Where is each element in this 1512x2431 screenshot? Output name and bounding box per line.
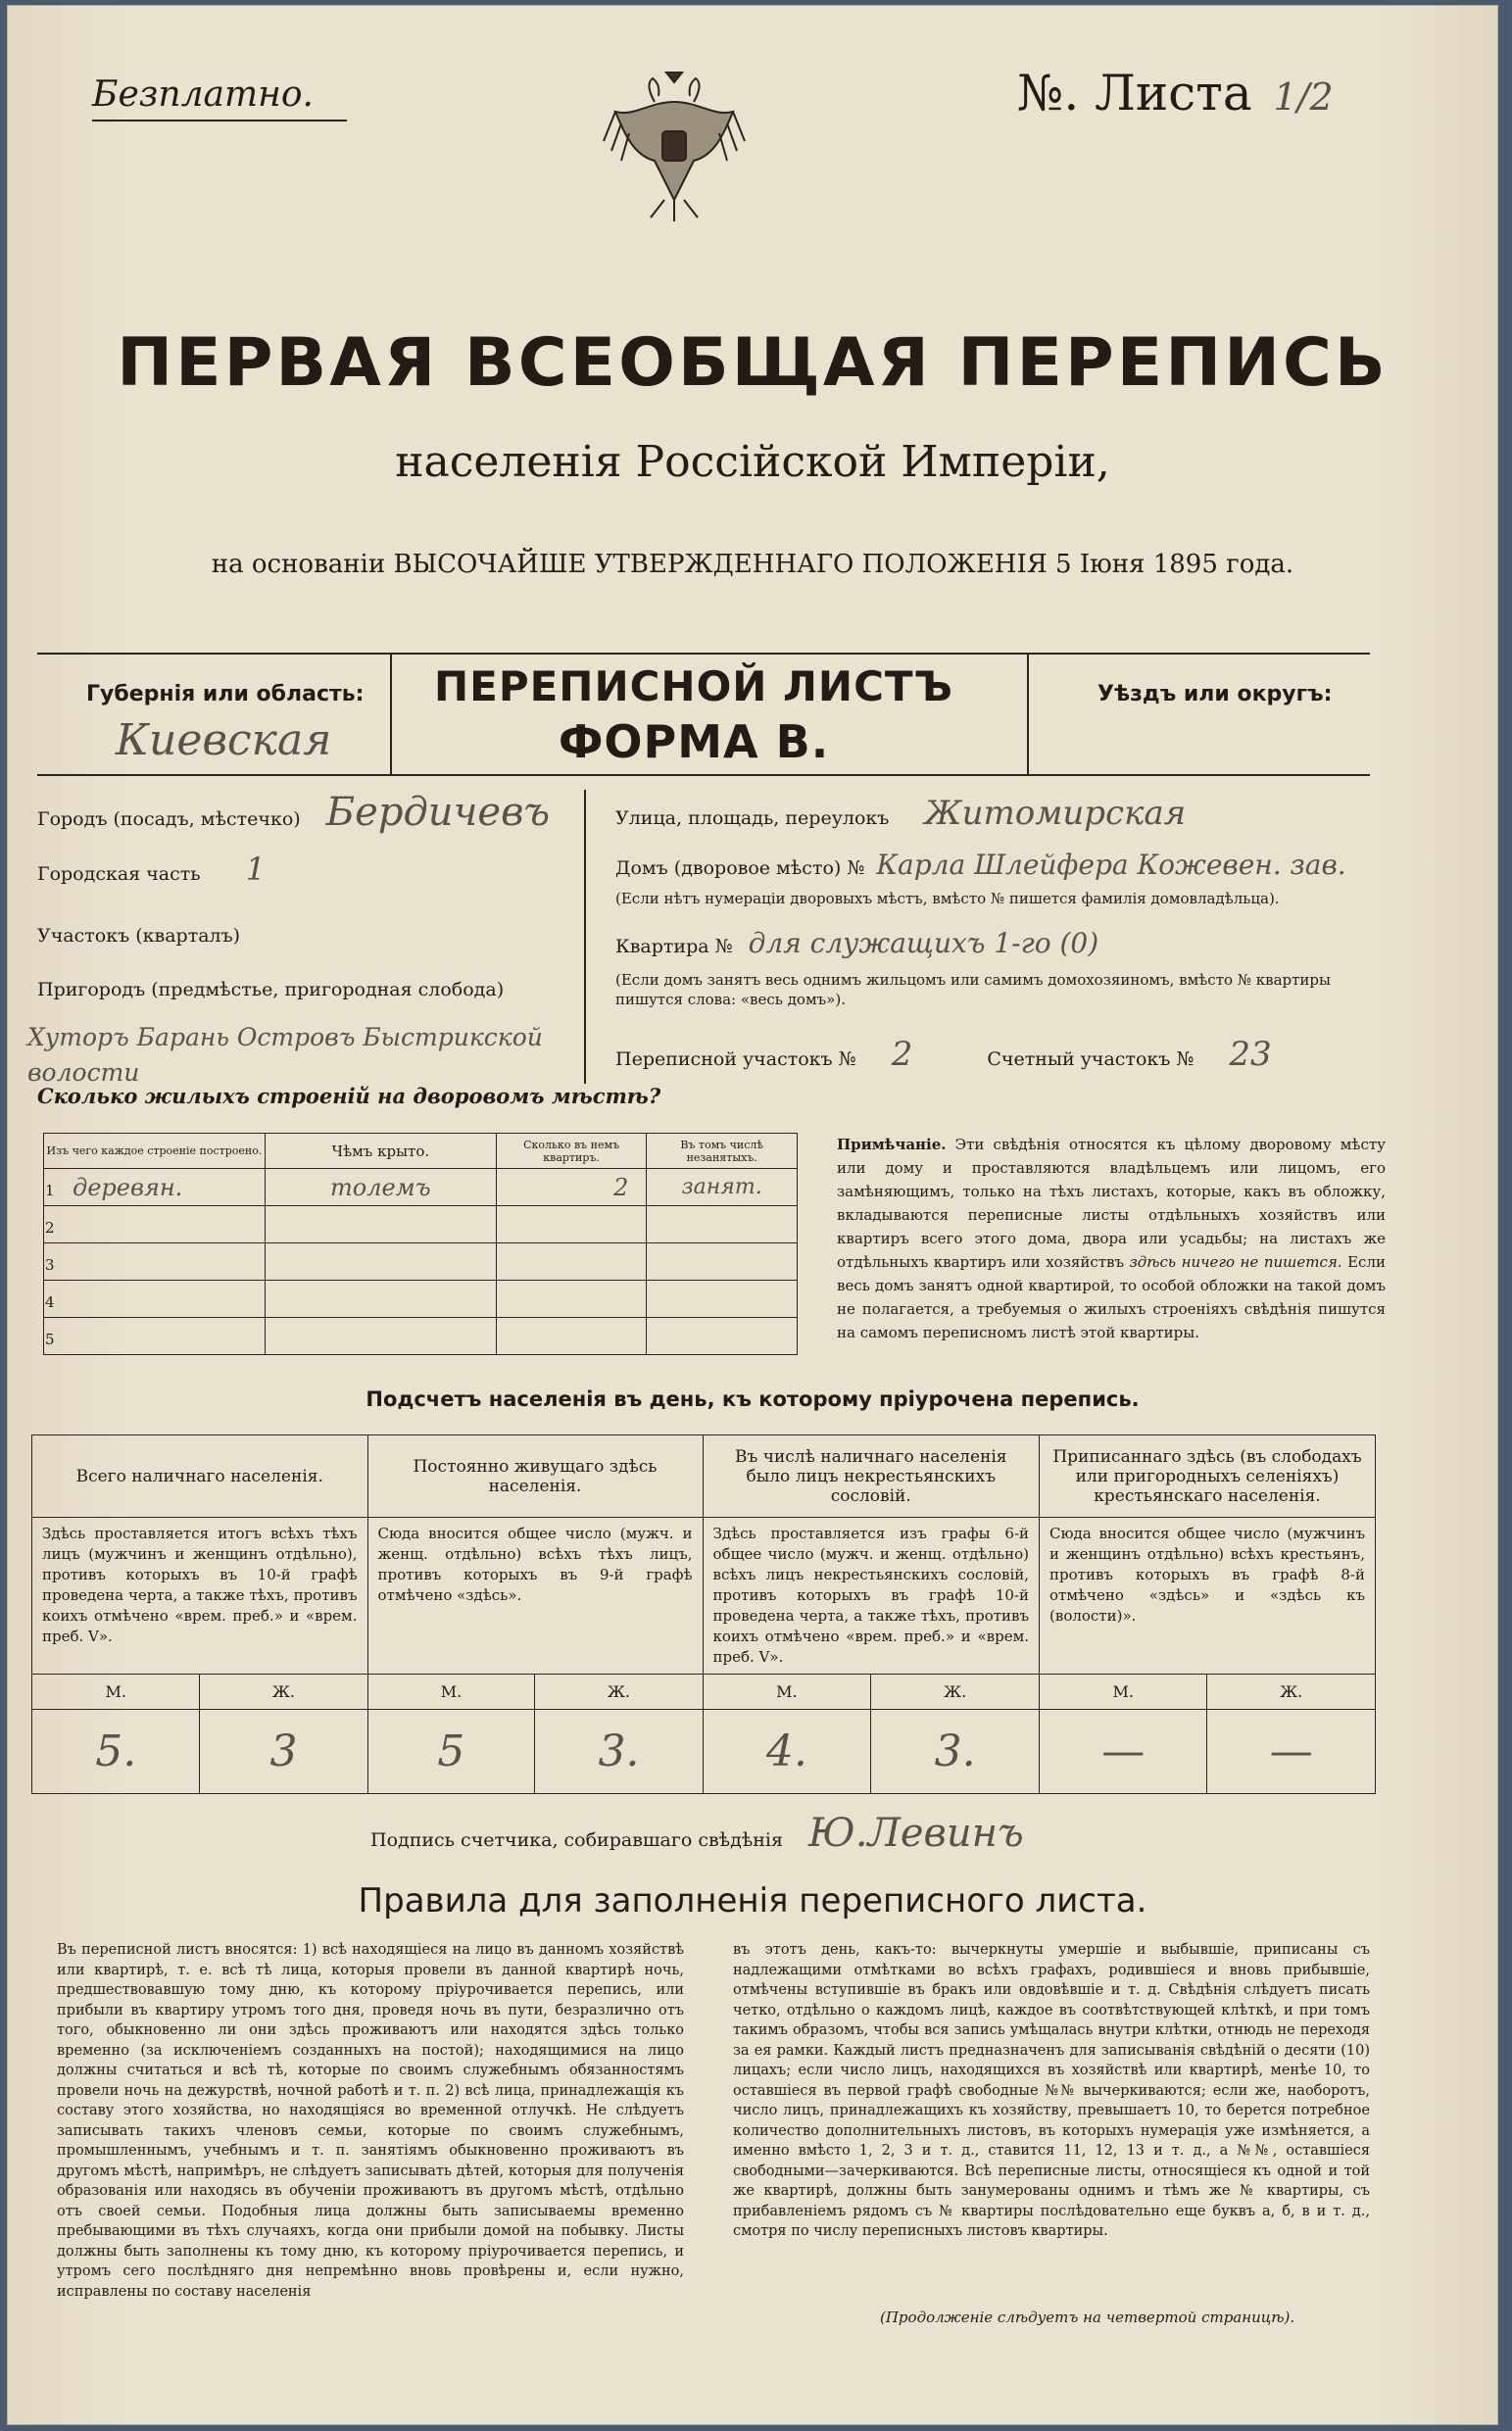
vacant-value: занят. [681, 1175, 762, 1199]
census-sheet [8, 6, 1497, 2424]
sheet-number-label: №. Листа [1017, 65, 1252, 122]
buildings-row [44, 1206, 798, 1243]
coat-of-arms-icon [596, 63, 753, 229]
street-row [615, 794, 1380, 833]
apartment-label: Квартира № [615, 936, 733, 957]
roof-cell [265, 1169, 496, 1206]
note-text-italic: здѣсь ничего не пишется. [1129, 1253, 1342, 1271]
suburb-value: Хуторъ Барань Островъ Быстрикской волости [27, 1023, 543, 1087]
vacant-cell [647, 1318, 798, 1355]
sheet-number-value: 1/2 [1273, 75, 1334, 119]
district-numbers-row [615, 1035, 1399, 1074]
row-number: 4 [45, 1292, 55, 1311]
col-apartments-header: Сколько въ немъ квартиръ. [496, 1134, 647, 1169]
female-label: Ж. [535, 1675, 703, 1710]
note-text-b: Если весь домъ занятъ одной квартирой, то особой обложки на такой домъ не полагается, а требуемыя о жилыхъ строеніяхъ свѣдѣнія пишутся на самомъ переписномъ листѣ этой квартиры. [837, 1253, 1386, 1341]
roof-cell [265, 1281, 496, 1318]
female-count: — [1207, 1710, 1376, 1794]
male-count: 5. [32, 1710, 200, 1794]
apartments-cell [496, 1243, 647, 1281]
buildings-row [44, 1281, 798, 1318]
note-label: Примѣчаніе. [837, 1136, 947, 1153]
roof-value: толемъ [330, 1173, 431, 1201]
legal-basis: на основаніи ВЫСОЧАЙШЕ УТВЕРЖДЕННАГО ПОЛОЖЕНІЯ 5 Іюня 1895 года. [211, 550, 1294, 579]
row-number: 1 [45, 1181, 55, 1199]
count-head-row [32, 1435, 1376, 1518]
buildings-header-row [44, 1134, 798, 1169]
apartments-cell [496, 1169, 647, 1206]
district-cell [1027, 655, 1372, 774]
precinct-row [37, 925, 586, 947]
rules-right: въ этотъ день, какъ-то: вычеркнуты умершіе и выбывшіе, приписаны съ надлежащими отмѣтками во всѣхъ графахъ, родившіеся и вновь прибывшіе, отмѣчены вступившіе въ бракъ или овдовѣвшіе и т. д. Свѣдѣнія слѣдуетъ писать четко, отдѣльно о каждомъ лицѣ, каждое въ соотвѣтствующей клѣткѣ, и при томъ такимъ образомъ, чтобы вся запись умѣщалась внутри клѣтки, отнюдь не переходя за ея рамки. Каждый листъ предназначенъ для записыванія свѣдѣній о десяти (10) лицахъ; если число лицъ, находящихся въ хозяйствѣ или квартирѣ, менѣе 10, то оставшіеся въ первой графѣ свободные №№ вычеркиваются; если же, наоборотъ, число лицъ, принадлежащихъ къ хозяйству, превышаетъ 10, то берется потребное количество дополнительныхъ листовъ, въ которыхъ нумерація уже измѣняется, а именно вмѣсто 1, 2, 3 и т. д., ставится 11, 12, 13 и т. д., а №№, оставшіеся свободными—зачеркиваются. Всѣ переписные листы, относящіеся къ одной и той же квартирѣ, должны быть занумерованы однимъ и тѣмъ же № квартиры, съ прибавленіемъ рядомъ съ № квартиры послѣдовательно еще буквъ а, б, в и т. д., смотря по числу переписныхъ листовъ квартиры. [733, 1942, 1370, 2239]
building-material-cell [44, 1281, 266, 1318]
census-district-label: Переписной участокъ № [615, 1048, 856, 1070]
apartment-value: для служащихъ 1-го (0) [748, 927, 1099, 959]
count-column-head: Постоянно живущаго здѣсь населенія. [367, 1435, 703, 1518]
count-column-desc: Здѣсь проставляется изъ графы 6-й общее число (мужч. и женщ. отдѣльно) всѣхъ лицъ некрестьянскихъ сословій, противъ которыхъ въ графѣ 10-й проведена черта, а также тѣхъ, противъ коихъ отмѣчено «врем. преб.» и «врем. преб. V». [703, 1518, 1040, 1675]
street-value: Житомирская [924, 794, 1187, 833]
count-desc-row [32, 1518, 1376, 1675]
apartment-row [615, 927, 1380, 959]
buildings-row [44, 1243, 798, 1281]
count-district-value: 23 [1229, 1035, 1272, 1074]
free-stamp [92, 74, 347, 122]
street-label: Улица, площадь, переулокъ [615, 807, 890, 829]
vacant-cell [647, 1281, 798, 1318]
house-label: Домъ (дворовое мѣсто) № [615, 857, 865, 879]
rules-continued: (Продолженіе слѣдуетъ на четвертой страницѣ). [880, 2309, 1295, 2326]
house-value: Карла Шлейфера Кожевен. зав. [876, 849, 1346, 881]
row-number: 3 [45, 1255, 55, 1274]
buildings-row [44, 1318, 798, 1355]
buildings-question: Сколько жилыхъ строеній на дворовомъ мѣстѣ? [37, 1084, 661, 1108]
building-material-cell [44, 1169, 266, 1206]
form-sheet-title: ПЕРЕПИСНОЙ ЛИСТЪ [433, 662, 954, 710]
building-material-cell [44, 1206, 266, 1243]
male-count: — [1040, 1710, 1207, 1794]
note-block [837, 1133, 1386, 1344]
male-label: М. [703, 1675, 871, 1710]
male-count: 5 [367, 1710, 535, 1794]
male-label: М. [1040, 1675, 1207, 1710]
main-title: ПЕРВАЯ ВСЕОБЩАЯ ПЕРЕПИСЬ [117, 324, 1389, 402]
house-note: (Если нѣтъ нумераціи дворовыхъ мѣстъ, вмѣсто № пишется фамилія домовладѣльца). [615, 890, 1280, 907]
sheet-number [1017, 65, 1334, 122]
female-label: Ж. [200, 1675, 367, 1710]
city-row [37, 790, 586, 835]
note-text-a: Эти свѣдѣнія относятся къ цѣлому дворовому мѣсту или дому и проставляются владѣльцемъ или лицомъ, его замѣняющимъ, только на тѣхъ листахъ, которые, какъ въ обложку, вкладываются переписные листы отдѣльныхъ хозяйствъ или квартиръ всего этого дома, двора или усадьбы; на листахъ же отдѣльныхъ квартиръ или хозяйствъ [837, 1136, 1386, 1271]
col-roof-header: Чѣмъ крыто. [265, 1134, 496, 1169]
male-label: М. [32, 1675, 200, 1710]
row-number: 5 [45, 1330, 55, 1348]
city-label: Городъ (посадъ, мѣстечко) [37, 808, 301, 830]
col-vacant-header: Въ томъ числѣ незанятыхъ. [647, 1134, 798, 1169]
census-district-value: 2 [891, 1035, 913, 1074]
free-label: Безплатно. [92, 74, 314, 115]
buildings-table [43, 1133, 798, 1355]
vertical-divider [584, 790, 586, 1084]
house-row [615, 849, 1497, 881]
count-column-desc: Здѣсь проставляется итогъ всѣхъ тѣхъ лицъ (мужчинъ и женщинъ отдѣльно), противъ которыхъ въ 10-й графѣ проведена черта, а также тѣхъ, противъ коихъ отмѣчено «врем. преб.» и «врем. преб. V». [32, 1518, 368, 1675]
count-column-head: Въ числѣ наличнаго населенія было лицъ некрестьянскихъ сословій. [703, 1435, 1040, 1518]
precinct-label: Участокъ (кварталъ) [37, 925, 241, 947]
material-value: деревян. [73, 1173, 183, 1201]
city-value: Бердичевъ [325, 790, 551, 835]
vacant-cell [647, 1206, 798, 1243]
province-value: Киевская [116, 715, 332, 765]
count-values-row [32, 1710, 1376, 1794]
district-label: Уѣздъ или округъ: [1097, 682, 1333, 706]
subtitle: населенія Россійской Имперіи, [395, 437, 1110, 487]
vacant-cell [647, 1169, 798, 1206]
apartment-note: (Если домъ занятъ весь однимъ жильцомъ или самимъ домохозяиномъ, вмѣсто № квартиры пишутся слова: «весь домъ»). [615, 971, 1331, 1008]
form-header-box [37, 653, 1370, 776]
province-label: Губернія или область: [86, 682, 365, 706]
roof-cell [265, 1206, 496, 1243]
female-count: 3. [535, 1710, 703, 1794]
col-material-header: Изъ чего каждое строеніе построено. [44, 1134, 266, 1169]
city-part-value: 1 [245, 851, 266, 888]
apartments-cell [496, 1206, 647, 1243]
female-label: Ж. [871, 1675, 1040, 1710]
row-number: 2 [45, 1218, 55, 1237]
rules-title: Правила для заполненія переписного листа. [358, 1881, 1147, 1920]
rules-left: Въ переписной листъ вносятся: 1) всѣ находящіеся на лицо въ данномъ хозяйствѣ или квартирѣ, т. е. всѣ тѣ лица, которыя провели въ данной квартирѣ ночь, предшествовавшую тому дню, къ которому пріурочивается перепись, или прибыли въ квартиру утромъ того дня, проведя ночь въ пути, безразлично отъ того, обыкновенно ли они здѣсь проживаютъ или находятся здѣсь только временно (за исключеніемъ созданныхъ на постой); находящимися на лицо должны считаться и всѣ тѣ, которые по своимъ служебнымъ обязанностямъ провели ночь на дежурствѣ, ночной работѣ и т. п. 2) всѣ лица, принадлежащія къ составу этого хозяйства, но находящіяся во временной отлучкѣ. Не слѣдуетъ записывать такихъ членовъ семьи, которые по своимъ служебнымъ, промышленнымъ, учебнымъ и т. п. занятіямъ обыкновенно проживаютъ въ другомъ мѣстѣ, напримѣръ, не слѣдуетъ записывать дѣтей, которыя для полученія образованія или находясь въ обученіи проживаютъ въ другомъ мѣстѣ, отдѣльно отъ своей семьи. Подобныя лица должны быть записываемы временно пребывающими въ тѣхъ случаяхъ, когда они прибыли домой на побывку. Листы должны быть заполнены къ тому дню, къ которому пріурочивается перепись, и утромъ сего послѣдняго дня непремѣнно вновь провѣрены и, если нужно, исправлены по составу населенія [57, 1942, 684, 2300]
roof-cell [265, 1318, 496, 1355]
signature-value: Ю.Левинъ [808, 1811, 1024, 1856]
count-column-head: Приписаннаго здѣсь (въ слободахъ или пригородныхъ селеніяхъ) крестьянскаго населенія. [1040, 1435, 1376, 1518]
female-count: 3 [200, 1710, 367, 1794]
count-column-head: Всего наличнаго населенія. [32, 1435, 368, 1518]
apartments-value: 2 [613, 1173, 629, 1201]
female-label: Ж. [1207, 1675, 1376, 1710]
apartments-cell [496, 1281, 647, 1318]
signature-row [370, 1811, 1252, 1856]
province-cell [37, 655, 392, 774]
suburb-row [37, 979, 586, 1000]
count-title: Подсчетъ населенія въ день, къ которому пріурочена перепись. [366, 1387, 1140, 1411]
count-sex-row [32, 1675, 1376, 1710]
count-column-desc: Сюда вносится общее число (мужч. и женщ. отдѣльно) всѣхъ тѣхъ лицъ, противъ которыхъ въ 9-й графѣ отмѣчено «здѣсь». [367, 1518, 703, 1675]
apartments-cell [496, 1318, 647, 1355]
suburb-label: Пригородъ (предмѣстье, пригородная слобода) [37, 979, 505, 1000]
count-district-label: Счетный участокъ № [987, 1048, 1195, 1070]
count-table [31, 1434, 1376, 1794]
building-material-cell [44, 1243, 266, 1281]
vacant-cell [647, 1243, 798, 1281]
city-part-label: Городская часть [37, 863, 201, 885]
city-part-row [37, 851, 586, 888]
roof-cell [265, 1243, 496, 1281]
female-count: 3. [871, 1710, 1040, 1794]
male-label: М. [367, 1675, 535, 1710]
signature-label: Подпись счетчика, собиравшаго свѣдѣнія [370, 1829, 783, 1851]
buildings-row [44, 1169, 798, 1206]
building-material-cell [44, 1318, 266, 1355]
count-column-desc: Сюда вносится общее число (мужчинъ и женщинъ отдѣльно) всѣхъ крестьянъ, противъ которыхъ въ графѣ 8-й отмѣчено «здѣсь» и «здѣсь къ (волости)». [1040, 1518, 1376, 1675]
form-name: ФОРМА В. [558, 715, 830, 768]
male-count: 4. [703, 1710, 871, 1794]
